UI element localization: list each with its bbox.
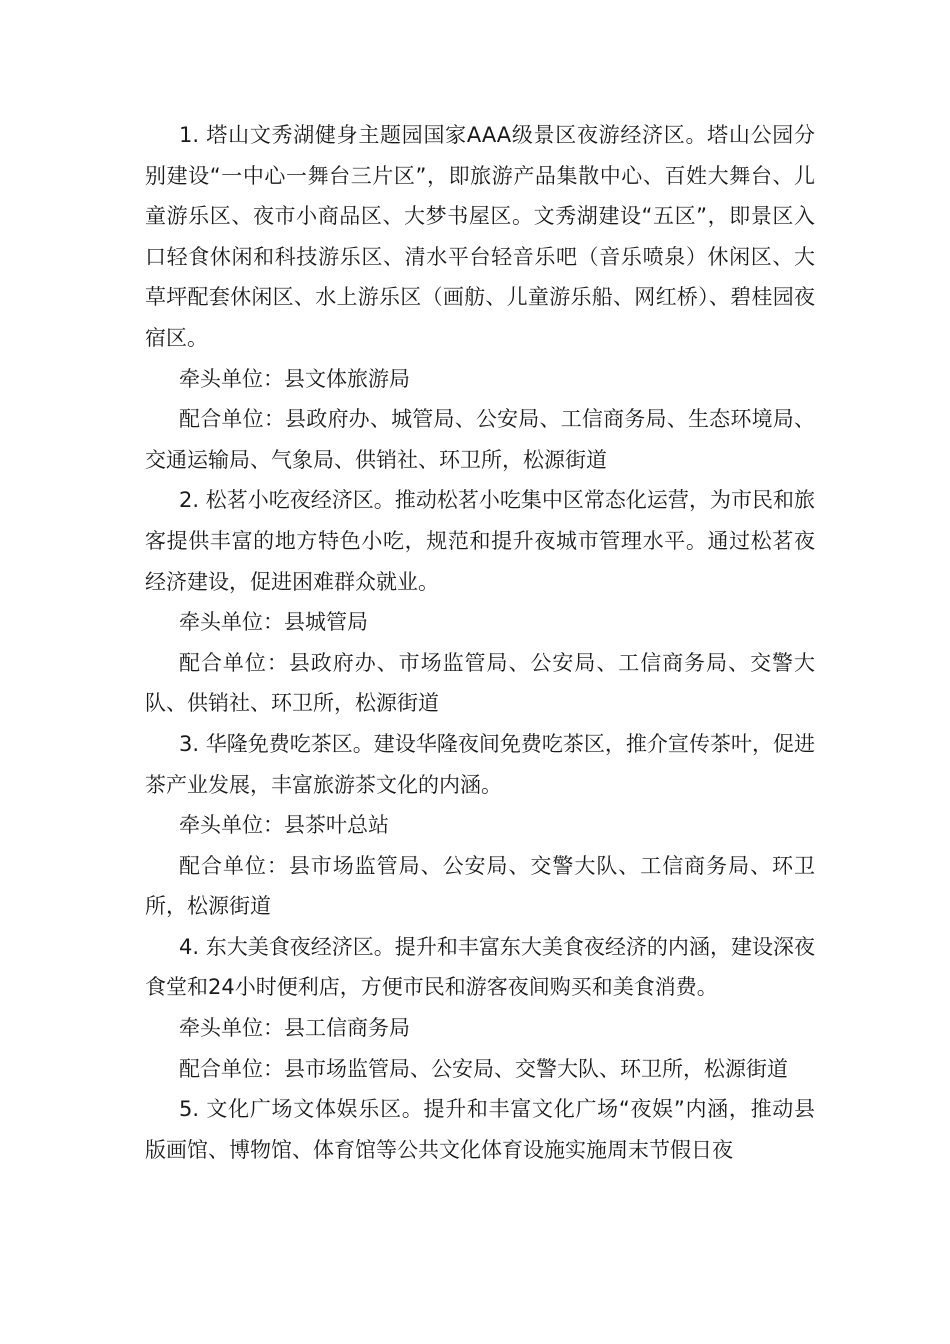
paragraph-lead-unit-4: 牵头单位：县工信商务局: [179, 1016, 410, 1041]
paragraph-section-5: 5. 文化广场文体娱乐区。提升和丰富文化广场“夜娱”内涵，推动县版画馆、博物馆、体育馆等公共文化体育设施实施周末节假日夜: [145, 1097, 815, 1162]
paragraph-lead-unit-2: 牵头单位：县城管局: [179, 610, 368, 635]
paragraph-lead-unit-3: 牵头单位：县茶叶总站: [179, 813, 389, 838]
paragraph-section-1: 1. 塔山文秀湖健身主题园国家AAA级景区夜游经济区。塔山公园分别建设“一中心一舞台三片区”，即旅游产品集散中心、百姓大舞台、儿童游乐区、夜市小商品区、大梦书屋区。文秀湖建设“五区”，即景区入口轻食休闲和科技游乐区、清水平台轻音乐吧（音乐喷泉）休闲区、大草坪配套休闲区、水上游乐区（画舫、儿童游乐船、网红桥）、碧桂园夜宿区。: [145, 123, 815, 350]
paragraph-support-units-3: 配合单位：县市场监管局、公安局、交警大队、工信商务局、环卫所，松源街道: [145, 853, 815, 919]
paragraph-section-3: 3. 华隆免费吃茶区。建设华隆夜间免费吃茶区，推介宣传茶叶，促进茶产业发展，丰富旅游茶文化的内涵。: [145, 731, 815, 797]
paragraph-section-4: 4. 东大美食夜经济区。提升和丰富东大美食夜经济的内涵，建设深夜食堂和24小时便利店，方便市民和游客夜间购买和美食消费。: [145, 934, 815, 1000]
paragraph-support-units-2: 配合单位：县政府办、市场监管局、公安局、工信商务局、交警大队、供销社、环卫所，松源街道: [145, 650, 815, 716]
document-body: [145, 115, 815, 1170]
paragraph-section-2: 2. 松茗小吃夜经济区。推动松茗小吃集中区常态化运营，为市民和旅客提供丰富的地方特色小吃，规范和提升夜城市管理水平。通过松茗夜经济建设，促进困难群众就业。: [145, 488, 815, 594]
paragraph-lead-unit-1: 牵头单位：县文体旅游局: [179, 366, 410, 391]
paragraph-support-units-1: 配合单位：县政府办、城管局、公安局、工信商务局、生态环境局、交通运输局、气象局、供销社、环卫所，松源街道: [145, 407, 815, 472]
paragraph-support-units-4: 配合单位：县市场监管局、公安局、交警大队、环卫所，松源街道: [179, 1056, 788, 1081]
